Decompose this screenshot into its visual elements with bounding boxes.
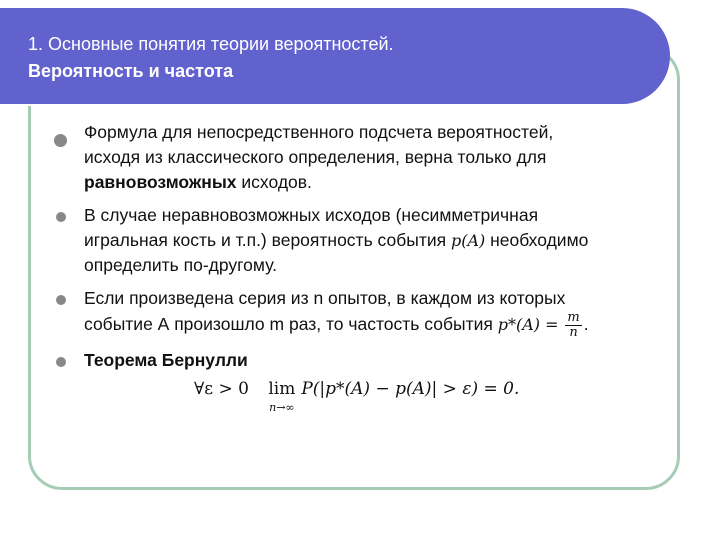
- bullet-dot-icon: [56, 212, 66, 222]
- fraction-numerator: m: [567, 310, 580, 325]
- bullet-item-classical: [50, 120, 660, 195]
- bullet-text: определить по-другому.: [84, 255, 277, 275]
- title-divider: [0, 104, 640, 106]
- formula-body: P(|p*(A) − p(A)| > ε) = 0.: [301, 379, 520, 399]
- math-inline: p(A): [450, 231, 486, 250]
- limit: [268, 377, 295, 414]
- bullet-item-nonequal: [50, 203, 660, 278]
- bullet-text: событие А произошло m раз, то частость события: [84, 314, 498, 335]
- bullet-text: исходов.: [236, 172, 312, 192]
- formula-quantifier: ∀ε > 0: [194, 379, 249, 399]
- theorem-heading: Теорема Бернулли: [84, 350, 248, 370]
- bullet-dot-icon: [54, 134, 67, 147]
- bullet-emphasis: равновозможных: [84, 172, 237, 192]
- bullet-dot-icon: [56, 357, 66, 367]
- bullet-text: Если произведена серия из n опытов, в каждом из которых: [84, 288, 566, 308]
- fraction-denominator: n: [569, 325, 578, 340]
- slide-subtitle: Вероятность и частота: [28, 61, 234, 81]
- limit-subscript: n→∞: [269, 401, 295, 414]
- bullet-dot-icon: [56, 295, 66, 305]
- fraction: [565, 311, 581, 340]
- bullet-text: В случае неравновозможных исходов (несимметричная: [84, 205, 539, 225]
- math-period: .: [583, 314, 589, 335]
- bullet-text: игральная кость и т.п.) вероятность события: [84, 230, 451, 250]
- math-inline: p*(A) =: [497, 315, 559, 335]
- bullet-text: необходимо: [485, 230, 589, 250]
- bullet-text: исходя из классического определения, верна только для: [84, 147, 547, 167]
- bernoulli-formula: [194, 377, 660, 414]
- bullet-item-bernoulli: [50, 348, 660, 414]
- bullet-text: Формула для непосредственного подсчета вероятностей,: [84, 122, 554, 142]
- title-bar: [0, 8, 670, 104]
- bullet-item-frequency: [50, 286, 660, 340]
- limit-label: lim: [268, 379, 296, 399]
- bullet-list: [50, 120, 660, 422]
- slide-title: 1. Основные понятия теории вероятностей.: [28, 34, 394, 54]
